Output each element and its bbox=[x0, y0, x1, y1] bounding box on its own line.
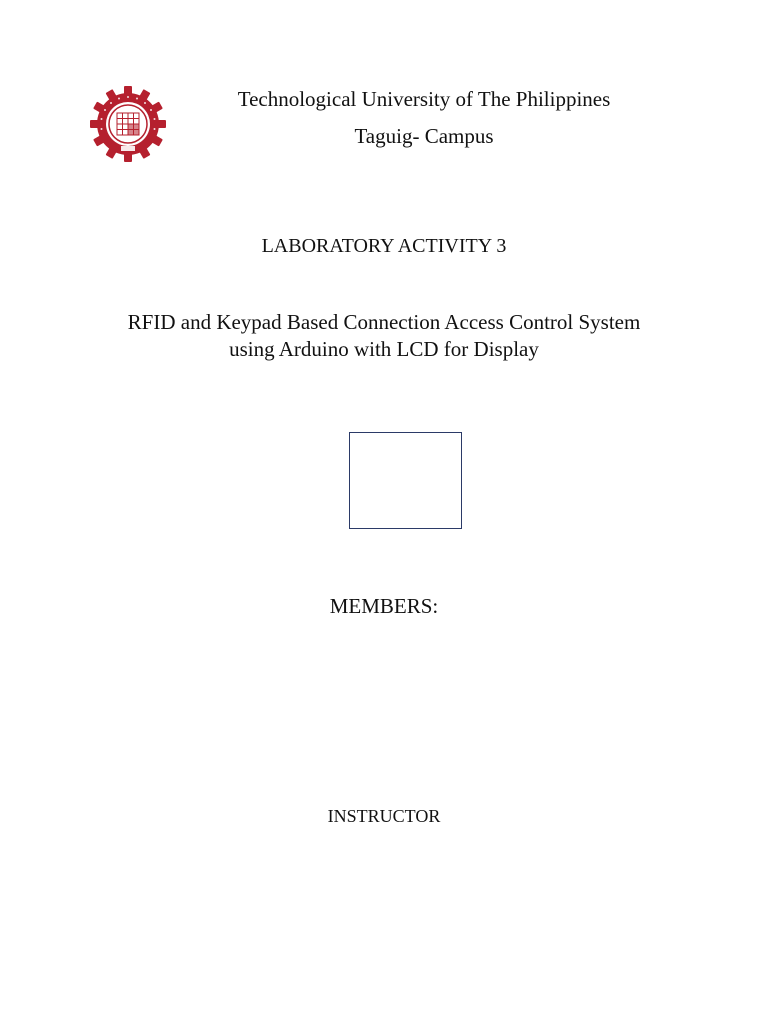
activity-heading: LABORATORY ACTIVITY 3 bbox=[261, 235, 507, 257]
instructor-label: INSTRUCTOR bbox=[327, 806, 441, 826]
title-line-1: RFID and Keypad Based Connection Access Control System bbox=[127, 310, 641, 334]
title-line-2: using Arduino with LCD for Display bbox=[229, 337, 539, 361]
university-seal-icon bbox=[90, 86, 166, 162]
campus-name: Taguig- Campus bbox=[354, 124, 494, 148]
image-placeholder-box bbox=[349, 432, 462, 529]
university-name: Technological University of The Philippines bbox=[237, 87, 611, 111]
members-label: MEMBERS: bbox=[329, 594, 439, 618]
document-title bbox=[60, 309, 708, 363]
